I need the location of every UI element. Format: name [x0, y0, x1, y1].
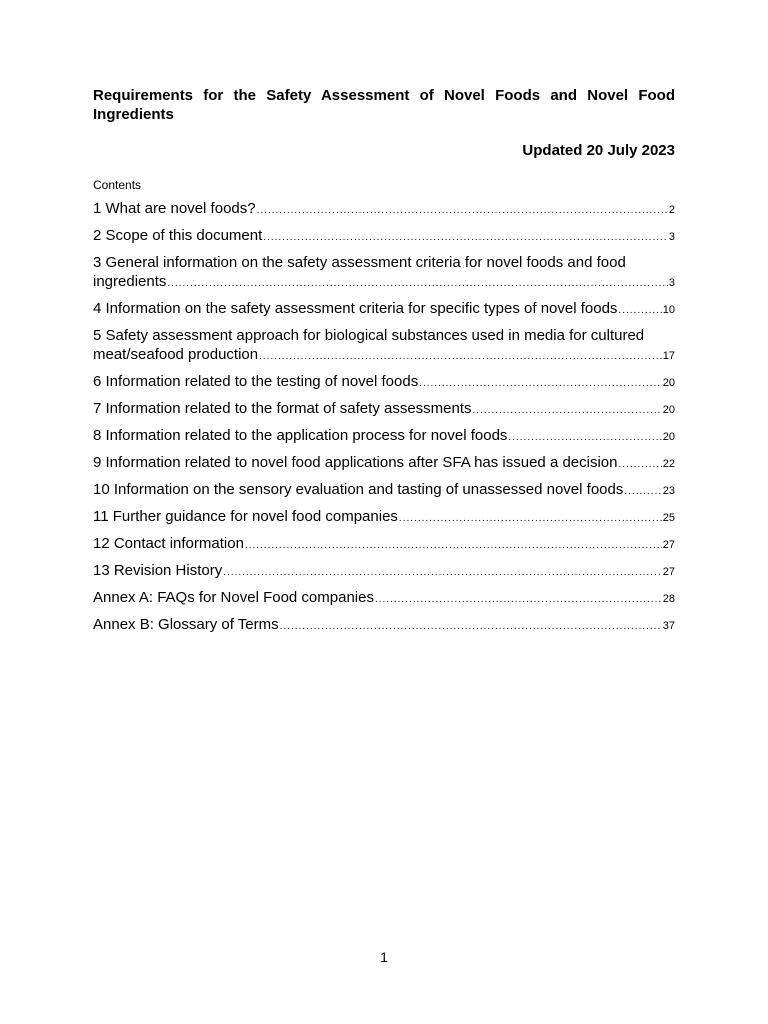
toc-item [93, 399, 675, 420]
toc-entry-title: Annex B: Glossary of Terms [93, 616, 279, 633]
toc-entry-line [93, 299, 675, 320]
toc-entry-link[interactable] [93, 372, 675, 393]
toc-entry-page: 25 [662, 512, 675, 524]
toc-entry-page: 22 [662, 458, 675, 470]
toc-dot-leader [399, 509, 662, 528]
toc-entry-title: 12 Contact information [93, 535, 244, 552]
toc-entry-line [93, 399, 675, 420]
toc-entry-title: 4 Information on the safety assessment criteria for specific types of novel foods [93, 300, 618, 317]
toc-entry-link[interactable] [93, 561, 675, 582]
toc-dot-leader [259, 347, 662, 366]
toc-entry-line [93, 480, 675, 501]
toc-dot-leader [508, 428, 661, 447]
toc-entry-title: 10 Information on the sensory evaluation and tasting of unassessed novel foods [93, 481, 624, 498]
toc-entry-link[interactable] [93, 226, 675, 247]
toc-item [93, 426, 675, 447]
toc-entry-link[interactable] [93, 399, 675, 420]
toc-item [93, 615, 675, 636]
toc-item [93, 588, 675, 609]
toc-dot-leader [167, 274, 667, 293]
toc-item [93, 372, 675, 393]
toc-entry-title-line: 5 Safety assessment approach for biological substances used in media for cultured [93, 327, 645, 344]
toc-entry-link[interactable] [93, 453, 675, 474]
toc-entry-link[interactable] [93, 588, 675, 609]
toc-entry-title: meat/seafood production [93, 346, 259, 363]
toc-entry-title-line: 3 General information on the safety assessment criteria for novel foods and food [93, 254, 626, 271]
toc-entry-title: Annex A: FAQs for Novel Food companies [93, 589, 374, 606]
toc-entry-line [93, 199, 675, 220]
toc-entry-title: 7 Information related to the format of safety assessments [93, 400, 472, 417]
toc-dot-leader [257, 201, 668, 220]
contents-heading: Contents [93, 178, 142, 192]
toc-entry-link[interactable] [93, 299, 675, 320]
toc-dot-leader [280, 617, 662, 636]
toc-entry-line [93, 372, 675, 393]
toc-entry-line [93, 615, 675, 636]
toc-entry-line [93, 426, 675, 447]
document-title: Requirements for the Safety Assessment of Novel Foods and Novel Food Ingredients [93, 87, 675, 123]
toc-entry-link[interactable] [93, 253, 675, 293]
toc-entry-link[interactable] [93, 326, 675, 366]
page-number: 1 [380, 949, 388, 965]
toc-entry-page: 2 [668, 204, 675, 216]
toc-entry-page: 20 [662, 377, 675, 389]
toc-entry-page: 23 [662, 485, 675, 497]
toc-entry-page: 3 [668, 231, 675, 243]
toc-entry-page: 37 [662, 620, 675, 632]
toc-entry-title: 2 Scope of this document [93, 227, 263, 244]
toc-dot-leader [419, 374, 662, 393]
toc-dot-leader [618, 301, 661, 320]
toc-entry-page: 3 [668, 277, 675, 289]
toc-item [93, 561, 675, 582]
toc-entry-line [93, 561, 675, 582]
toc-dot-leader [624, 482, 661, 501]
toc-item [93, 199, 675, 220]
toc-dot-leader [223, 563, 662, 582]
toc-entry-title: 13 Revision History [93, 562, 223, 579]
toc-entry-link[interactable] [93, 426, 675, 447]
toc-entry-page: 27 [662, 539, 675, 551]
toc-dot-leader [263, 228, 668, 247]
toc-entry-line [93, 345, 675, 366]
toc-entry-line [93, 588, 675, 609]
toc-dot-leader [473, 401, 662, 420]
toc-entry-link[interactable] [93, 615, 675, 636]
toc-entry-link[interactable] [93, 480, 675, 501]
toc-entry-line [93, 453, 675, 474]
toc-entry-page: 17 [662, 350, 675, 362]
toc-entry-title: 6 Information related to the testing of novel foods [93, 373, 419, 390]
toc-item [93, 453, 675, 474]
toc-entry-link[interactable] [93, 199, 675, 220]
toc-dot-leader [245, 536, 662, 555]
toc-entry-line [93, 226, 675, 247]
table-of-contents [93, 199, 675, 642]
toc-entry-line [93, 534, 675, 555]
toc-entry-title: 8 Information related to the application process for novel foods [93, 427, 508, 444]
toc-item [93, 226, 675, 247]
toc-dot-leader [619, 455, 662, 474]
toc-item [93, 326, 675, 366]
toc-item [93, 480, 675, 501]
toc-entry-page: 20 [662, 431, 675, 443]
toc-entry-title: 9 Information related to novel food applications after SFA has issued a decision [93, 454, 618, 471]
toc-entry-title: ingredients [93, 273, 167, 290]
toc-dot-leader [375, 590, 662, 609]
toc-entry-page: 27 [662, 566, 675, 578]
toc-item [93, 299, 675, 320]
toc-entry-title: 11 Further guidance for novel food companies [93, 508, 398, 525]
toc-entry-link[interactable] [93, 534, 675, 555]
toc-entry-line [93, 272, 675, 293]
toc-item [93, 253, 675, 293]
toc-entry-page: 20 [662, 404, 675, 416]
toc-entry-page: 10 [662, 304, 675, 316]
toc-entry-link[interactable] [93, 507, 675, 528]
toc-entry-title: 1 What are novel foods? [93, 200, 256, 217]
updated-date: Updated 20 July 2023 [522, 142, 675, 159]
toc-entry-line [93, 507, 675, 528]
toc-entry-page: 28 [662, 593, 675, 605]
toc-item [93, 507, 675, 528]
toc-item [93, 534, 675, 555]
